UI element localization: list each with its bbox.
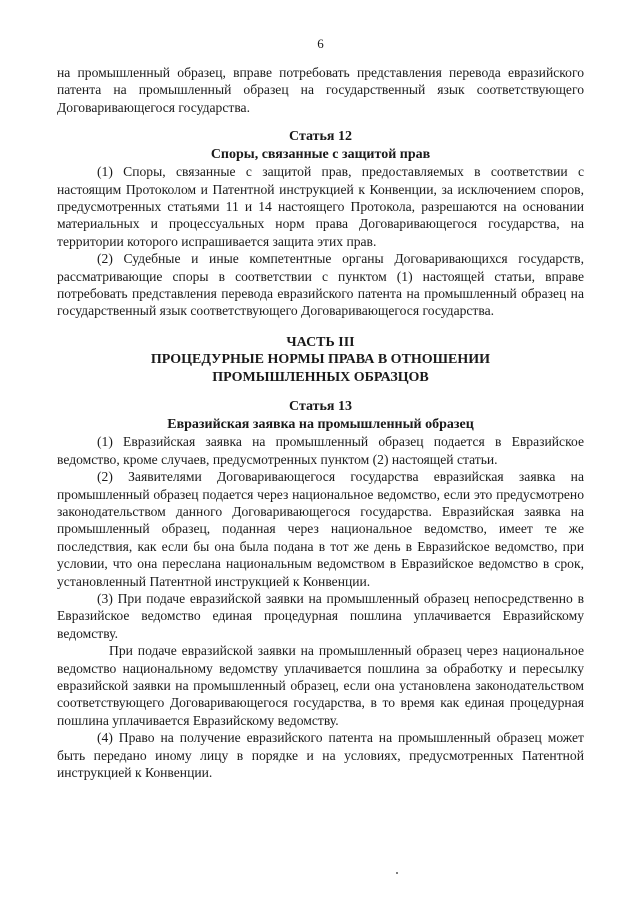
article-12-title: Споры, связанные с защитой прав [210,146,431,162]
page-number: 6 [317,36,324,51]
article-13-number: Статья 13 [289,399,352,415]
article-13-title: Евразийская заявка на промышленный образец [167,416,474,432]
part-3-title-line-1: ПРОЦЕДУРНЫЕ НОРМЫ ПРАВА В ОТНОШЕНИИ [150,352,491,368]
article-12-paragraph-2: (2) Судебные и иные компетентные органы Договаривающихся государств, рассматривающие споры в соответствии с пунктом (1) настоящей статьи, вправе потребовать представления перевода евразийского патента на промышленный образец на государственный язык соответствующего Договаривающегося государства. [57,251,584,319]
article-12-number: Статья 12 [289,129,352,145]
article-13-paragraph-4: При подаче евразийской заявки на промышленный образец через национальное ведомство национальному ведомству уплачивается пошлина за обработку и пересылку евразийской заявки на промышленный образец, если она установлена законодательством соответствующего Договаривающегося государства, в то время как единая процедурная пошлина уплачивается Евразийскому ведомству. [57,643,584,728]
scan-speck [396,872,398,874]
article-13-paragraph-5: (4) Право на получение евразийского патента на промышленный образец может быть передано иному лицу в порядке и на условиях, предусмотренных Патентной инструкцией к Конвенции. [57,730,584,781]
article-13-paragraph-2: (2) Заявителями Договаривающегося государства евразийская заявка на промышленный образец подается через национальное ведомство, если это предусмотрено законодательством данного Договаривающегося государства. Евразийская заявка на промышленный образец, поданная через национальное ведомство, имеет те же последствия, как если бы она была подана в тот же день в Евразийское ведомство, при условии, что она переслана национальным ведомством в Евразийское ведомство в срок, установленный Патентной инструкцией к Конвенции. [57,469,584,589]
intro-paragraph: на промышленный образец, вправе потребовать представления перевода евразийского патента на промышленный образец на государственный язык соответствующего Договаривающегося государства. [57,65,584,115]
part-3-title-line-2: ПРОМЫШЛЕННЫХ ОБРАЗЦОВ [212,369,429,385]
article-13-paragraph-1: (1) Евразийская заявка на промышленный образец подается в Евразийское ведомство, кроме случаев, предусмотренных пунктом (2) настоящей статьи. [57,434,584,467]
article-13-paragraph-3: (3) При подаче евразийской заявки на промышленный образец непосредственно в Евразийское ведомство единая процедурная пошлина уплачивается Евразийскому ведомству. [57,591,584,641]
article-12-paragraph-1: (1) Споры, связанные с защитой прав, предоставляемых в соответствии с настоящим Протоколом и Патентной инструкцией к Конвенции, за исключением споров, предусмотренных статьями 11 и 14 настоящего Протокола, разрешаются на основании материальных и процессуальных норм права Договаривающегося государства, на территории которого испрашивается защита этих прав. [57,164,584,249]
part-3-number: ЧАСТЬ III [286,334,355,350]
